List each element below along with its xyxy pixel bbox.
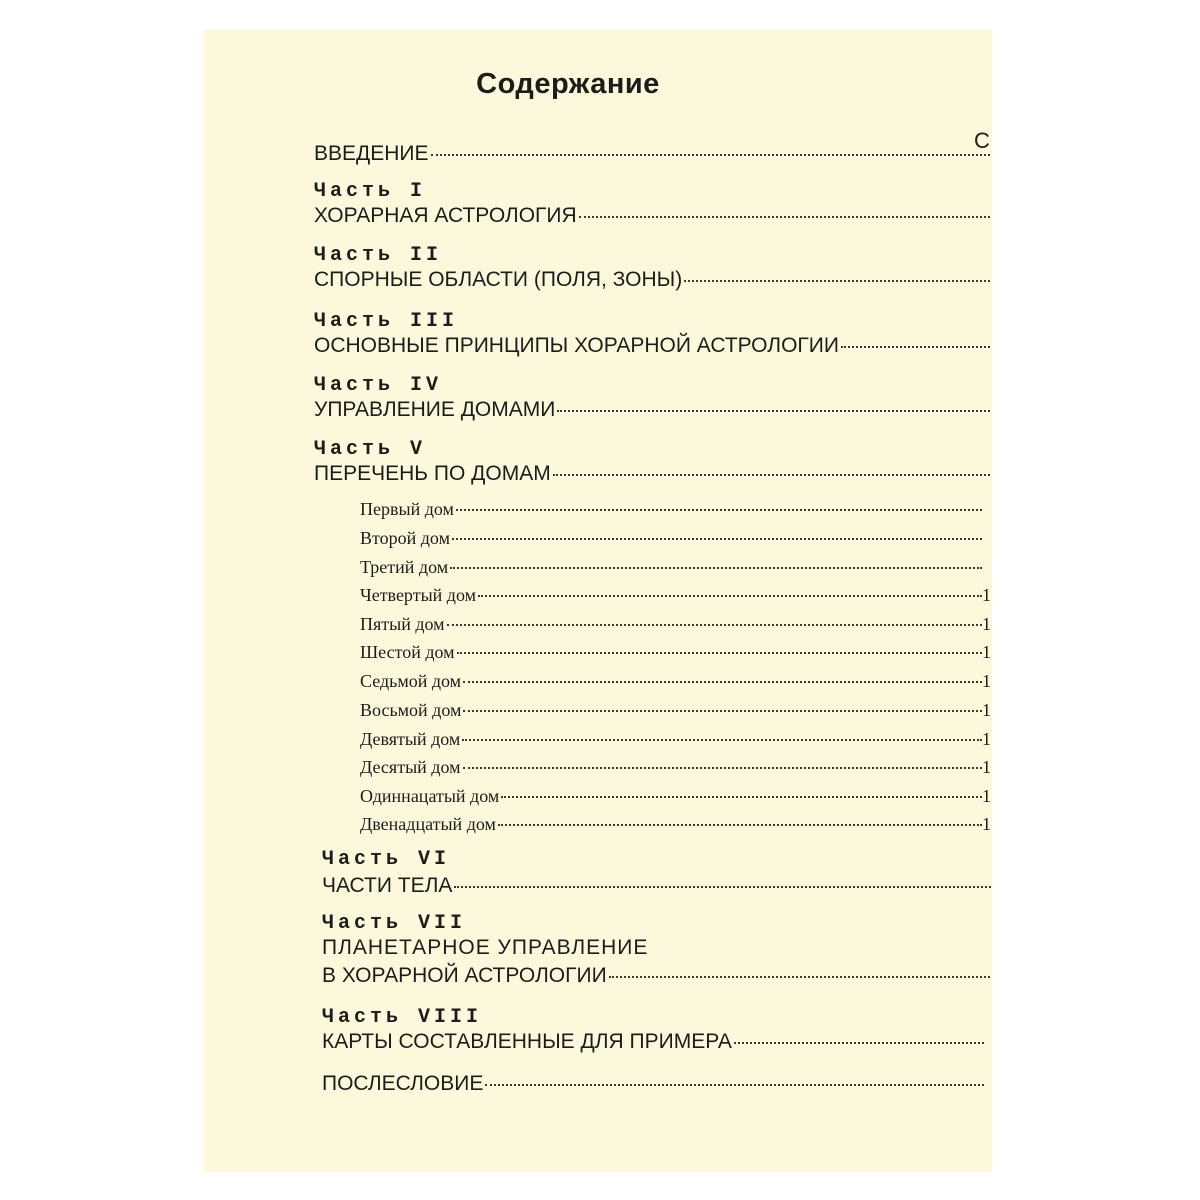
toc-entry-part-6 <box>322 874 992 898</box>
toc-entry-house-6 <box>360 642 992 663</box>
toc-entry-label: КАРТЫ СОСТАВЛЕННЫЕ ДЛЯ ПРИМЕРА <box>322 1030 732 1053</box>
part-label-3: Часть III <box>314 310 459 333</box>
toc-entry-intro <box>314 142 992 166</box>
dot-leader <box>431 153 992 156</box>
toc-entry-part-4 <box>314 398 992 422</box>
dot-leader <box>478 594 982 597</box>
part-label-1: Часть I <box>314 180 427 203</box>
part-label-4: Часть IV <box>314 374 443 397</box>
toc-entry-house-10 <box>360 757 992 778</box>
dot-leader <box>450 566 982 569</box>
dot-leader <box>463 766 982 769</box>
dot-leader <box>498 823 982 826</box>
page-number: 1 <box>982 757 991 777</box>
page-number: 1 <box>982 671 991 691</box>
dot-leader <box>579 215 992 218</box>
page-number: 1 <box>982 700 991 720</box>
house-name: Девятый дом <box>360 729 461 749</box>
house-name: Десятый дом <box>360 757 461 777</box>
toc-entry-house-7 <box>360 671 992 692</box>
house-name: Восьмой дом <box>360 700 462 720</box>
toc-entry-label: В ХОРАРНОЙ АСТРОЛОГИИ <box>322 964 607 987</box>
toc-entry-part-3 <box>314 334 992 358</box>
page-number: 1 <box>982 614 991 634</box>
toc-entry-house-8 <box>360 700 992 721</box>
toc-entry-label: СПОРНЫЕ ОБЛАСТИ (ПОЛЯ, ЗОНЫ) <box>314 268 683 291</box>
dot-leader <box>457 651 982 654</box>
dot-leader <box>462 738 982 741</box>
dot-leader <box>734 1041 984 1044</box>
part-label-7: Часть VII <box>322 912 467 935</box>
dot-leader <box>456 508 982 511</box>
toc-entry-label: ПОСЛЕСЛОВИЕ <box>322 1072 484 1095</box>
dot-leader <box>557 409 992 412</box>
toc-entry-label: ЧАСТИ ТЕЛА <box>322 874 453 897</box>
toc-entry-label: ВВЕДЕНИЕ <box>314 142 429 165</box>
part-label-8: Часть VIII <box>322 1006 483 1029</box>
toc-entry-house-3 <box>360 557 992 578</box>
dot-leader <box>454 885 992 888</box>
dot-leader <box>447 623 982 626</box>
dot-leader <box>684 279 992 282</box>
dot-leader <box>841 345 992 348</box>
toc-entry-house-5 <box>360 614 992 635</box>
page-number: 1 <box>982 642 991 662</box>
toc-entry-house-1 <box>360 499 992 520</box>
toc-entry-house-11 <box>360 786 992 807</box>
toc-entry-part-8 <box>322 1030 984 1054</box>
house-name: Первый дом <box>360 499 454 519</box>
toc-entry-part-5 <box>314 462 992 486</box>
house-name: Шестой дом <box>360 642 455 662</box>
dot-leader <box>485 1083 984 1086</box>
page-column-label: С <box>974 128 990 153</box>
toc-entry-part-7-line1: ПЛАНЕТАРНОЕ УПРАВЛЕНИЕ <box>322 936 649 959</box>
toc-entry-part-2 <box>314 268 992 292</box>
page-number: 1 <box>982 729 991 749</box>
toc-entry-house-9 <box>360 729 992 750</box>
toc-entry-label: ПЕРЕЧЕНЬ ПО ДОМАМ <box>314 462 551 485</box>
toc-entry-afterword <box>322 1072 984 1096</box>
toc-entry-house-2 <box>360 528 992 549</box>
house-name: Одиннацатый дом <box>360 786 500 806</box>
part-label-2: Часть II <box>314 244 443 267</box>
book-page <box>204 30 992 1172</box>
part-label-6: Часть VI <box>322 848 451 871</box>
toc-entry-house-4 <box>360 585 992 606</box>
dot-leader <box>463 709 982 712</box>
house-name: Четвертый дом <box>360 585 476 605</box>
page-number: 1 <box>982 786 991 806</box>
dot-leader <box>463 680 982 683</box>
page-number: 1 <box>982 814 991 834</box>
dot-leader <box>553 473 992 476</box>
toc-entry-label: УПРАВЛЕНИЕ ДОМАМИ <box>314 398 556 421</box>
dot-leader <box>609 975 992 978</box>
toc-entry-label: ОСНОВНЫЕ ПРИНЦИПЫ ХОРАРНОЙ АСТРОЛОГИИ <box>314 334 839 357</box>
toc-entry-part-1 <box>314 204 992 228</box>
toc-entry-house-12 <box>360 814 992 835</box>
house-name: Второй дом <box>360 528 450 548</box>
house-name: Третий дом <box>360 557 449 577</box>
house-name: Седьмой дом <box>360 671 462 691</box>
dot-leader <box>501 795 982 798</box>
toc-entry-label: ХОРАРНАЯ АСТРОЛОГИЯ <box>314 204 577 227</box>
house-name: Пятый дом <box>360 614 445 634</box>
page-title: Содержание <box>476 68 660 100</box>
page-number: 1 <box>982 585 991 605</box>
part-label-5: Часть V <box>314 438 427 461</box>
house-name: Двенадцатый дом <box>360 814 496 834</box>
toc-entry-part-7 <box>322 964 992 988</box>
dot-leader <box>452 537 982 540</box>
